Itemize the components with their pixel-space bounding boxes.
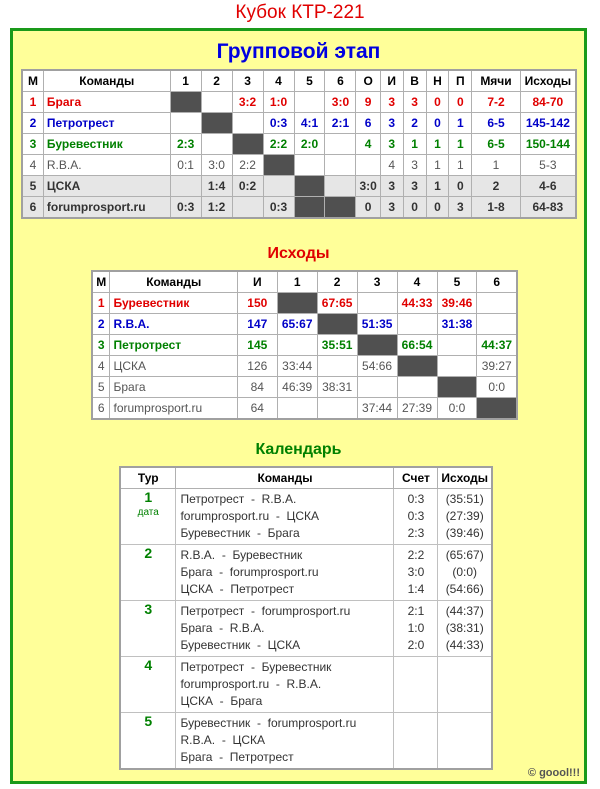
match-teams: Брага - R.B.A. (180, 621, 265, 635)
group-cell: 0:3 (263, 197, 294, 219)
outcomes-cell (357, 377, 397, 398)
outcomes-row (92, 293, 517, 314)
outcomes-header-row (92, 271, 517, 293)
group-cell (232, 113, 263, 134)
group-cell: 4:1 (294, 113, 325, 134)
tour-number-label: 4 (144, 657, 153, 673)
tour-number-label: 1 (144, 489, 153, 505)
tour-outcomes (438, 601, 492, 657)
outcomes-diagonal-cell (317, 314, 357, 335)
outcomes-header-cell: 4 (397, 271, 437, 293)
group-cell (325, 155, 356, 176)
tour-scores (394, 657, 438, 713)
group-cell: 3 (380, 134, 403, 155)
calendar-title: Календарь (255, 441, 342, 458)
group-cell (263, 176, 294, 197)
calendar-header-cell: Исходы (438, 467, 492, 489)
group-cell: 3 (380, 92, 403, 113)
match-score: 0:3 (407, 492, 425, 506)
group-cell: 3:2 (232, 92, 263, 113)
group-cell (170, 176, 201, 197)
outcomes-row (92, 398, 517, 420)
group-team-name: R.B.A. (43, 155, 170, 176)
footer-copyright: © goool!!! (527, 767, 580, 779)
group-cell: 4-6 (520, 176, 576, 197)
outcomes-header-cell: М (92, 271, 110, 293)
outcomes-diagonal-cell (357, 335, 397, 356)
tour-number (120, 601, 176, 657)
group-cell (232, 197, 263, 219)
outcomes-cell: 54:66 (357, 356, 397, 377)
match-teams: forumprosport.ru - R.B.A. (180, 677, 322, 691)
outcomes-cell: 2 (92, 314, 110, 335)
outcomes-cell (397, 377, 437, 398)
group-cell: 1 (426, 155, 449, 176)
group-team-name: ЦСКА (43, 176, 170, 197)
group-cell (325, 176, 356, 197)
outcomes-cell: 3 (92, 335, 110, 356)
group-cell: 0 (449, 176, 472, 197)
outcomes-cell: 6 (92, 398, 110, 420)
tour-matches (176, 657, 394, 713)
group-cell (294, 197, 325, 219)
group-cell: 2:2 (263, 134, 294, 155)
group-cell (356, 155, 380, 176)
group-row (22, 134, 576, 155)
match-score: 0:3 (407, 509, 425, 523)
calendar-tour-row (120, 713, 492, 770)
tour-scores (394, 545, 438, 601)
outcomes-cell: 31:38 (437, 314, 477, 335)
outcomes-cell: 33:44 (277, 356, 317, 377)
outcomes-header-cell: Команды (110, 271, 237, 293)
outcomes-cell: 35:51 (317, 335, 357, 356)
calendar-header-cell: Команды (176, 467, 394, 489)
tour-scores (394, 489, 438, 545)
match-score (398, 676, 433, 693)
match-score (398, 693, 433, 710)
outcomes-cell: 4 (92, 356, 110, 377)
match-outcome: (65:67) (445, 548, 484, 562)
group-cell (201, 134, 232, 155)
outcomes-cell: 38:31 (317, 377, 357, 398)
group-team-name: Буревестник (43, 134, 170, 155)
tour-number (120, 713, 176, 770)
group-cell (294, 155, 325, 176)
group-header-cell: М (22, 70, 43, 92)
match-teams: R.B.A. - Буревестник (180, 548, 303, 562)
match-teams: Петротрест - forumprosport.ru (180, 604, 351, 618)
group-cell: 1:4 (201, 176, 232, 197)
outcomes-cell (357, 293, 397, 314)
group-team-name: Брага (43, 92, 170, 113)
group-cell: 64-83 (520, 197, 576, 219)
outcomes-team-name: Брага (110, 377, 237, 398)
match-score (398, 659, 433, 676)
group-cell: 9 (356, 92, 380, 113)
group-cell: 3 (380, 113, 403, 134)
group-cell: 2:0 (294, 134, 325, 155)
calendar-header-cell: Счет (394, 467, 438, 489)
outcomes-header-cell: И (237, 271, 277, 293)
outcomes-header-cell: 6 (477, 271, 517, 293)
group-cell: 1 (472, 155, 520, 176)
tour-number-label: 5 (144, 713, 153, 729)
outcomes-cell: 51:35 (357, 314, 397, 335)
group-header-cell: Команды (43, 70, 170, 92)
outcomes-diagonal-cell (437, 377, 477, 398)
group-header-cell: Мячи (472, 70, 520, 92)
group-cell: 6 (22, 197, 43, 219)
group-header-cell: Н (426, 70, 449, 92)
match-outcome (442, 749, 487, 766)
match-teams: ЦСКА - Брага (180, 694, 263, 708)
outcomes-team-name: R.B.A. (110, 314, 237, 335)
outcomes-cell: 126 (237, 356, 277, 377)
tour-scores (394, 713, 438, 770)
tour-number-label: 2 (144, 545, 153, 561)
outcomes-cell: 5 (92, 377, 110, 398)
match-score: 3:0 (407, 565, 425, 579)
group-header-cell: О (356, 70, 380, 92)
group-cell: 0 (449, 92, 472, 113)
group-cell: 3 (403, 92, 426, 113)
match-teams: Брага - Петротрест (180, 750, 294, 764)
tour-number (120, 657, 176, 713)
group-row (22, 155, 576, 176)
group-diagonal-cell (294, 176, 325, 197)
match-teams: Петротрест - R.B.A. (180, 492, 297, 506)
outcomes-diagonal-cell (277, 293, 317, 314)
group-cell: 0:2 (232, 176, 263, 197)
group-cell: 1:0 (263, 92, 294, 113)
outcomes-row (92, 356, 517, 377)
outcomes-cell: 46:39 (277, 377, 317, 398)
match-score: 1:0 (407, 621, 425, 635)
group-header-cell: Исходы (520, 70, 576, 92)
group-cell: 0 (356, 197, 380, 219)
match-score (398, 715, 433, 732)
outcomes-cell (437, 356, 477, 377)
group-cell: 2 (403, 113, 426, 134)
group-cell (294, 92, 325, 113)
group-cell: 3 (449, 197, 472, 219)
outcomes-cell: 44:37 (477, 335, 517, 356)
match-outcome (442, 693, 487, 710)
tour-matches (176, 545, 394, 601)
tour-scores (394, 601, 438, 657)
outcomes-cell (277, 398, 317, 420)
group-diagonal-cell (201, 113, 232, 134)
group-cell: 1 (426, 176, 449, 197)
outcomes-cell: 145 (237, 335, 277, 356)
outcomes-cell (477, 314, 517, 335)
group-cell: 2 (472, 176, 520, 197)
calendar-header-cell: Тур (120, 467, 176, 489)
group-cell: 3 (22, 134, 43, 155)
match-outcome: (35:51) (445, 492, 484, 506)
group-cell: 1 (426, 134, 449, 155)
group-cell (170, 113, 201, 134)
group-cell: 0:1 (170, 155, 201, 176)
match-score: 2:3 (407, 526, 425, 540)
page-title: Кубок КТР-221 (235, 2, 365, 23)
group-cell: 2:2 (232, 155, 263, 176)
match-outcome: (27:39) (445, 509, 484, 523)
group-cell: 4 (22, 155, 43, 176)
outcomes-diagonal-cell (397, 356, 437, 377)
outcomes-cell: 39:27 (477, 356, 517, 377)
group-cell: 1:2 (201, 197, 232, 219)
outcomes-cell: 84 (237, 377, 277, 398)
group-cell: 1 (403, 134, 426, 155)
outcomes-header-cell: 3 (357, 271, 397, 293)
tour-outcomes (438, 545, 492, 601)
match-outcome: (38:31) (445, 621, 484, 635)
group-team-name: Петротрест (43, 113, 170, 134)
group-cell: 3 (380, 176, 403, 197)
outcomes-row (92, 314, 517, 335)
match-teams: Буревестник - forumprosport.ru (180, 716, 357, 730)
match-teams: Брага - forumprosport.ru (180, 565, 319, 579)
group-row (22, 92, 576, 113)
outcomes-cell: 44:33 (397, 293, 437, 314)
tour-number-label: 3 (144, 601, 153, 617)
group-cell: 4 (380, 155, 403, 176)
outcomes-cell (477, 293, 517, 314)
group-header-cell: В (403, 70, 426, 92)
outcomes-row (92, 335, 517, 356)
match-teams: Петротрест - Буревестник (180, 660, 332, 674)
group-cell: 3:0 (325, 92, 356, 113)
group-cell: 6-5 (472, 134, 520, 155)
match-teams: Буревестник - ЦСКА (180, 638, 301, 652)
group-team-name: forumprosport.ru (43, 197, 170, 219)
outcomes-cell: 0:0 (437, 398, 477, 420)
group-header-cell: П (449, 70, 472, 92)
group-cell: 0 (426, 113, 449, 134)
group-header-cell: И (380, 70, 403, 92)
group-cell: 4 (356, 134, 380, 155)
match-teams: ЦСКА - Петротрест (180, 582, 295, 596)
group-cell: 1 (449, 155, 472, 176)
match-score (398, 749, 433, 766)
group-cell: 0:3 (263, 113, 294, 134)
group-cell: 84-70 (520, 92, 576, 113)
outcomes-header-cell: 5 (437, 271, 477, 293)
tour-matches (176, 489, 394, 545)
match-outcome (442, 715, 487, 732)
tour-date-label: дата (137, 507, 159, 518)
calendar-table (119, 466, 493, 770)
group-cell: 6-5 (472, 113, 520, 134)
calendar-tour-row (120, 545, 492, 601)
outcomes-team-name: ЦСКА (110, 356, 237, 377)
match-score: 2:2 (407, 548, 425, 562)
group-row (22, 113, 576, 134)
group-row (22, 176, 576, 197)
outcomes-cell: 150 (237, 293, 277, 314)
content-frame (10, 28, 587, 784)
outcomes-cell: 0:0 (477, 377, 517, 398)
group-cell: 1 (22, 92, 43, 113)
group-cell: 0:3 (170, 197, 201, 219)
match-score: 2:1 (407, 604, 425, 618)
group-cell: 6 (356, 113, 380, 134)
match-outcome (442, 676, 487, 693)
match-outcome (442, 732, 487, 749)
group-stage-table (21, 69, 577, 219)
group-diagonal-cell (170, 92, 201, 113)
group-cell (201, 92, 232, 113)
group-header-cell: 3 (232, 70, 263, 92)
outcomes-header-cell: 2 (317, 271, 357, 293)
outcomes-table (91, 270, 518, 420)
group-row (22, 197, 576, 219)
calendar-tour-row (120, 601, 492, 657)
group-diagonal-cell (263, 155, 294, 176)
match-teams: forumprosport.ru - ЦСКА (180, 509, 320, 523)
match-teams: Буревестник - Брага (180, 526, 300, 540)
outcomes-cell: 67:65 (317, 293, 357, 314)
match-outcome: (0:0) (452, 565, 478, 579)
outcomes-cell (317, 356, 357, 377)
group-cell: 1 (449, 134, 472, 155)
outcomes-team-name: Буревестник (110, 293, 237, 314)
group-header-cell: 2 (201, 70, 232, 92)
match-teams: R.B.A. - ЦСКА (180, 733, 266, 747)
match-score: 1:4 (407, 582, 425, 596)
group-cell: 3:0 (201, 155, 232, 176)
group-cell: 0 (426, 197, 449, 219)
match-outcome: (44:33) (445, 638, 484, 652)
match-outcome: (54:66) (445, 582, 484, 596)
group-cell: 150-144 (520, 134, 576, 155)
group-header-cell: 5 (294, 70, 325, 92)
group-cell: 1-8 (472, 197, 520, 219)
group-cell: 3 (380, 197, 403, 219)
group-cell: 7-2 (472, 92, 520, 113)
outcomes-cell: 66:54 (397, 335, 437, 356)
outcomes-title: Исходы (267, 245, 330, 262)
group-diagonal-cell (325, 197, 356, 219)
group-cell: 145-142 (520, 113, 576, 134)
tour-matches (176, 601, 394, 657)
group-cell: 2:3 (170, 134, 201, 155)
outcomes-cell: 37:44 (357, 398, 397, 420)
group-cell: 0 (403, 197, 426, 219)
tour-outcomes (438, 713, 492, 770)
group-cell: 3 (403, 155, 426, 176)
group-cell: 2:1 (325, 113, 356, 134)
group-header-cell: 4 (263, 70, 294, 92)
tour-number (120, 545, 176, 601)
outcomes-cell (277, 335, 317, 356)
match-outcome: (44:37) (445, 604, 484, 618)
outcomes-cell: 65:67 (277, 314, 317, 335)
outcomes-cell: 64 (237, 398, 277, 420)
group-cell: 0 (426, 92, 449, 113)
group-cell: 5 (22, 176, 43, 197)
group-cell: 1 (449, 113, 472, 134)
match-score (398, 732, 433, 749)
outcomes-cell (437, 335, 477, 356)
group-header-cell: 1 (170, 70, 201, 92)
group-diagonal-cell (232, 134, 263, 155)
group-header-cell: 6 (325, 70, 356, 92)
outcomes-cell: 1 (92, 293, 110, 314)
outcomes-header-cell: 1 (277, 271, 317, 293)
calendar-tour-row (120, 657, 492, 713)
outcomes-cell: 39:46 (437, 293, 477, 314)
group-cell (325, 134, 356, 155)
outcomes-team-name: forumprosport.ru (110, 398, 237, 420)
group-stage-title: Групповой этап (216, 40, 381, 63)
group-cell: 5-3 (520, 155, 576, 176)
tour-matches (176, 713, 394, 770)
outcomes-row (92, 377, 517, 398)
match-outcome (442, 659, 487, 676)
outcomes-diagonal-cell (477, 398, 517, 420)
outcomes-cell (317, 398, 357, 420)
outcomes-cell (397, 314, 437, 335)
group-header-row (22, 70, 576, 92)
group-cell: 3 (403, 176, 426, 197)
tour-number (120, 489, 176, 545)
match-outcome: (39:46) (445, 526, 484, 540)
outcomes-cell: 147 (237, 314, 277, 335)
outcomes-team-name: Петротрест (110, 335, 237, 356)
tour-outcomes (438, 489, 492, 545)
tour-outcomes (438, 657, 492, 713)
match-score: 2:0 (407, 638, 425, 652)
calendar-tour-row (120, 489, 492, 545)
outcomes-cell: 27:39 (397, 398, 437, 420)
calendar-header-row (120, 467, 492, 489)
group-cell: 3:0 (356, 176, 380, 197)
group-cell: 2 (22, 113, 43, 134)
